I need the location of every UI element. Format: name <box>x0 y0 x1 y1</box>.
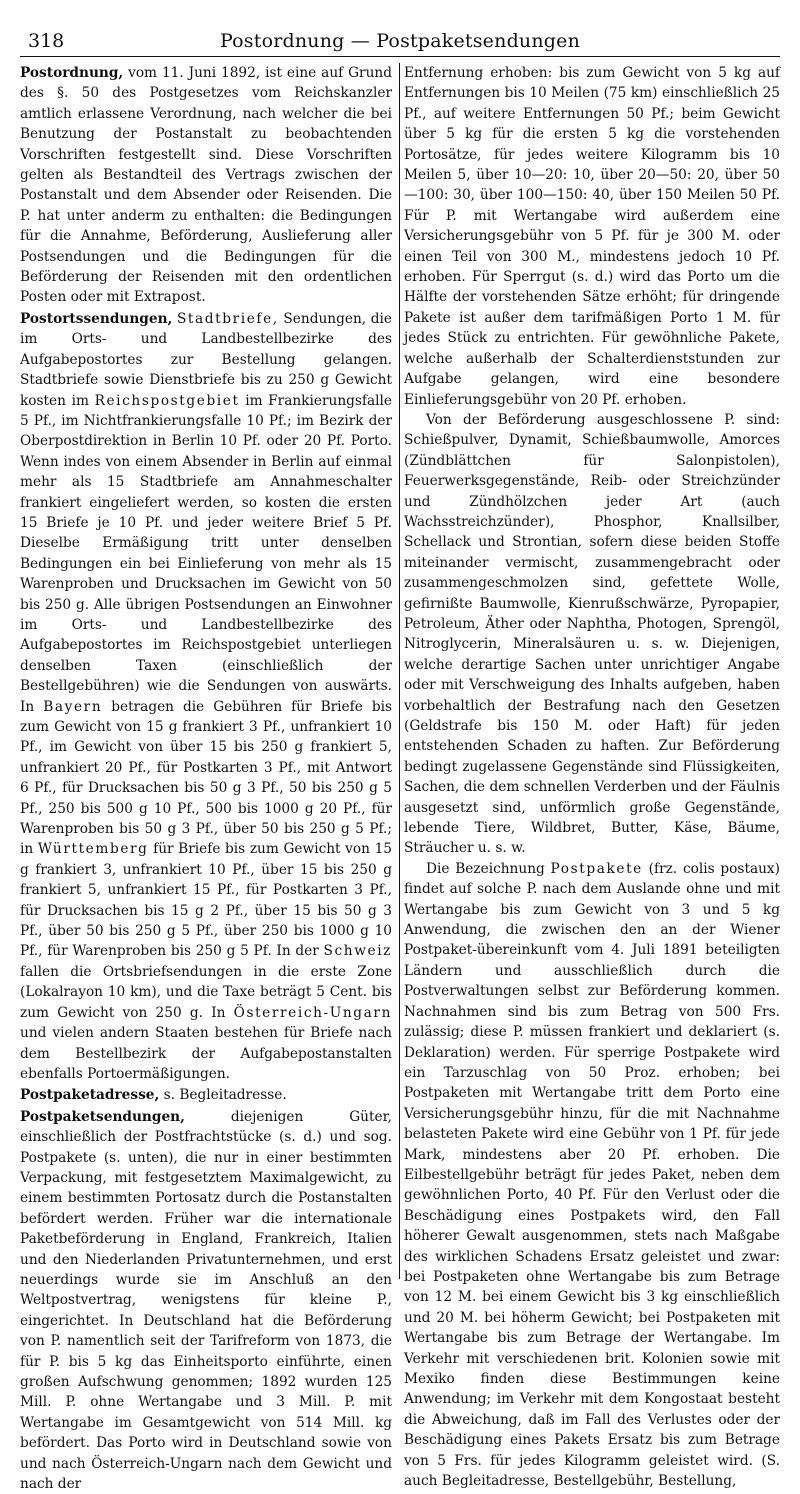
entry-headword: Postordnung, <box>20 65 124 81</box>
emphasis-term: Württemberg <box>37 841 149 858</box>
entry-text: im Frankierungsfalle 5 Pf., im Nichtfrankierungsfalle 10 Pf.; im Bezirk der Oberpostdirektion in Berlin 10 Pf. oder 20 Pf. Porto. Wenn indes von einem Absender in Berlin auf einmal mehr als 15 Stadtbriefe am Annahmeschalter frankiert eingeliefert werden, so kosten die ersten 15 Briefe je 10 Pf. und jeder weitere Brief 5 Pf. Dieselbe Ermäßigung tritt unter denselben Bedingungen ein bei Einlieferung von mehr als 15 Warenproben und Drucksachen im Gewicht von 50 bis 250 g. Alle übrigen Postsendungen an Einwohner im Orts- und Landbestellbezirke des Aufgabepostortes im Reichspostgebiet unterliegen denselben Taxen (einschließlich der Bestellgebühren) wie die Sendungen von auswärts. In <box>20 392 392 715</box>
paragraph-continuation: Entfernung erhoben: bis zum Gewicht von 5 kg auf Entfernungen bis 10 Meilen (75 km) einschließlich 25 Pf., auf weitere Entfernungen 50 Pf.; beim Gewicht über 5 kg für die ersten 5 kg die vorstehenden Portosätze, für jedes weitere Kilogramm bis 10 Meilen 5, über 10—20: 10, über 20—50: 20, über 50—100: 30, über 100—150: 40, über 150 Meilen 50 Pf. Für P. mit Wertangabe wird außerdem eine Versicherungsgebühr von 5 Pf. für je 300 M. oder einen Teil von 300 M., mindestens jedoch 10 Pf. erhoben. Für Sperrgut (s. d.) wird das Porto um die Hälfte der vorstehenden Sätze erhöht; für dringende Pakete ist außer dem tarifmäßigen Porto 1 M. für jedes Stück zu entrichten. Für gewöhnliche Pakete, welche außerhalb der Schalterdienststunden zur Aufgabe gelangen, wird eine besondere Einlieferungsgebühr von 20 Pf. erhoben. <box>404 65 780 408</box>
paragraph-text: (frz. colis postaux) findet auf solche P. nach dem Auslande ohne und mit Wertangabe bis zum Gewicht von 3 und 5 kg Anwendung, die zwischen den an der Wiener Postpaket-übereinkunft vom 4. Juli 1891 beteiligten Ländern und ausschließlich durch die Postverwaltungen selbst zur Beförderung kommen. Nachnahmen sind bis zum Betrag von 500 Frs. zulässig; diese P. müssen frankiert und deklariert (s. Deklaration) werden. Für sperrige Postpakete wird ein Tarzuschlag von 50 Proz. erhoben; bei Postpaketen mit Wertangabe tritt dem Porto eine Versicherungsgebühr hinzu, für die mit Nachnahme belasteten Pakete wird eine Gebühr von 1 Pf. für jede Mark, mindestens aber 20 Pf. erhoben. Die Eilbestellgebühr beträgt für jedes Paket, neben dem gewöhnlichen Porto, 40 Pf. Für den Verlust oder die Beschädigung eines Postpakets wird, den Fall höherer Gewalt ausgenommen, stets nach Maßgabe des wirklichen Schadens Ersatz geleistet und zwar: bei Postpaketen ohne Wertangabe bis zum Betrage von 12 M. bei einem Gewicht bis 3 kg einschließlich und 20 M. bei höherm Gewicht; bei Postpaketen mit Wertangabe bis zum Betrage der Wertangabe. Im Verkehr mit verschiedenen brit. Kolonien sowie mit Mexiko finden diese Bestimmungen keine Anwendung; im Verkehr mit dem Kongostaat besteht die Abweichung, daß im Fall des Verlustes oder der Beschädigung eines Pakets Ersatz bis zum Betrage von 5 Frs. für jedes Kilogramm geleistet wird. (S. auch Begleitadresse, Bestellgebühr, Bestellung, <box>404 860 780 1490</box>
page-header <box>20 30 780 57</box>
entry-postortssendungen <box>20 309 392 1084</box>
entry-headword: Postpaketadresse, <box>20 1087 160 1104</box>
paragraph-postpakete <box>404 859 780 1492</box>
entry-text: für Briefe bis zum Gewicht von 15 g frankiert 3, unfrankiert 10 Pf., über 15 bis 250 g frankiert 5, unfrankiert 15 Pf., für Postkarten 3 Pf., für Drucksachen bis 15 g 2 Pf., über 15 bis 50 g 3 Pf., über 50 bis 250 g 5 Pf., über 250 bis 1000 g 10 Pf., für Warenproben bis 250 g 5 Pf. In der <box>20 841 392 960</box>
column-divider <box>399 63 400 1279</box>
running-title: Postordnung — Postpaketsendungen <box>219 30 581 52</box>
emphasis-term: Stadtbriefe, <box>176 310 279 327</box>
paragraph-text: Die Bezeichnung <box>426 860 551 877</box>
left-column <box>20 63 393 1493</box>
right-column <box>404 63 780 1490</box>
entry-headword: Postpaketsendungen, <box>20 1108 185 1125</box>
entry-text: fallen die Ortsbriefsendungen in die erste Zone (Lokalrayon 10 km), und die Taxe beträgt 5 Cent. bis zum Gewicht von 250 g. In <box>20 963 392 1021</box>
emphasis-term: Schweiz <box>323 943 392 960</box>
paragraph-excluded-goods: Von der Beförderung ausgeschlossene P. sind: Schießpulver, Dynamit, Schießbaumwolle, Amorces (Zündblättchen für Salonpistolen), Feuerwerksgegenstände, Reib- oder Streichzünder und Zündhölzchen jeder Art (auch Wachsstreichzünder), Phosphor, Knallsilber, Schellack und Strontian, sofern diese beiden Stoffe miteinander vermischt, zusammengebracht oder zusammengeschmolzen sind, gefettete Wolle, gefirnißte Baumwolle, Kienrußschwärze, Pyropapier, Petroleum, Äther oder Naphtha, Photogen, Sprengöl, Nitroglycerin, Mineralsäuren u. s. w. Diejenigen, welche derartige Sachen unter unrichtiger Angabe oder mit Verschweigung des Inhalts aufgeben, haben vorbehaltlich der Bestrafung nach den Gesetzen (Geldstrafe bis 150 M. oder Haft) für jeden entstehenden Schaden zu haften. Zur Beförderung bedingt zugelassene Gegenstände sind Flüssigkeiten, Sachen, die dem schnellen Verderben und der Fäulnis ausgesetzt sind, unförmlich große Gegenstände, lebende Tiere, Wildbret, Butter, Käse, Bäume, Sträucher u. s. w. <box>404 411 780 857</box>
emphasis-term: Postpakete <box>550 860 643 877</box>
emphasis-term: Österreich-Ungarn <box>233 1004 392 1021</box>
entry-postordnung <box>20 63 392 308</box>
entry-postpaketsendungen <box>20 1107 392 1494</box>
entry-text: Sendungen, die im Orts- und Landbestellbezirke des Aufgabepostortes zur Bestellung gelangen. Stadtbriefe sowie Dienstbriefe bis zu 250 g Gewicht kosten im <box>20 310 393 409</box>
page-number: 318 <box>28 30 65 52</box>
entry-postpaketadresse <box>20 1085 392 1105</box>
entry-text: und vielen andern Staaten bestehen für Briefe nach dem Bestellbezirk der Aufgabepostanstalten ebenfalls Portoermäßigungen. <box>20 1025 392 1082</box>
emphasis-term: Bayern <box>43 698 103 715</box>
entry-text: vom 11. Juni 1892, ist eine auf Grund des §. 50 des Postgesetzes vom Reichskanzler amtlich erlassene Verordnung, nach welcher die bei Benutzung der Postanstalt zu beobachtenden Vorschriften festgestellt sind. Diese Vorschriften gelten als Bestandteil des Vertrags zwischen der Postanstalt und dem Absender oder Reisenden. Die P. hat unter anderm zu enthalten: die Bedingungen für die Annahme, Beförderung, Auslieferung aller Postsendungen und die Bedingungen für die Beförderung der Reisenden mit den ordentlichen Posten oder mit Extrapost. <box>20 65 392 306</box>
entry-text: s. Begleitadresse. <box>159 1087 287 1104</box>
two-column-body <box>20 63 780 1493</box>
entry-headword: Postortssendungen, <box>20 310 173 327</box>
entry-text: betragen die Gebühren für Briefe bis zum Gewicht von 15 g frankiert 3 Pf., unfrankiert 10 Pf., im Gewicht von über 15 bis 250 g frankiert 5, unfrankiert 20 Pf., für Postkarten 3 Pf., mit Antwort 6 Pf., für Drucksachen bis 50 g 3 Pf., 50 bis 250 g 5 Pf., 250 bis 500 g 10 Pf., 500 bis 1000 g 20 Pf., für Warenproben bis 50 g 3 Pf., über 50 bis 250 g 5 Pf.; in <box>20 698 392 858</box>
entry-text: diejenigen Güter, einschließlich der Postfrachtstücke (s. d.) und sog. Postpakete (s. unten), die nur in einer bestimmten Verpackung, mit festgesetztem Maximalgewicht, zu einem bestimmten Portosatz durch die Postanstalten befördert werden. Früher war die internationale Paketbeförderung in England, Frankreich, Italien und den Niederlanden Privatunternehmen, und erst neuerdings wurde sie im Anschluß an den Weltpostvertrag, wenigstens für kleine P., eingerichtet. In Deutschland hat die Beförderung von P. namentlich seit der Tarifreform von 1873, die für P. bis 5 kg das Einheitsporto einführte, einen großen Aufschwung genommen; 1892 wurden 125 Mill. P. ohne Wertangabe und 3 Mill. P. mit Wertangabe im Gesamtgewicht von 514 Mill. kg befördert. Das Porto wird in Deutschland sowie von und nach Österreich-Ungarn nach dem Gewicht und nach der <box>20 1108 392 1493</box>
emphasis-term: Reichspostgebiet <box>94 392 240 409</box>
